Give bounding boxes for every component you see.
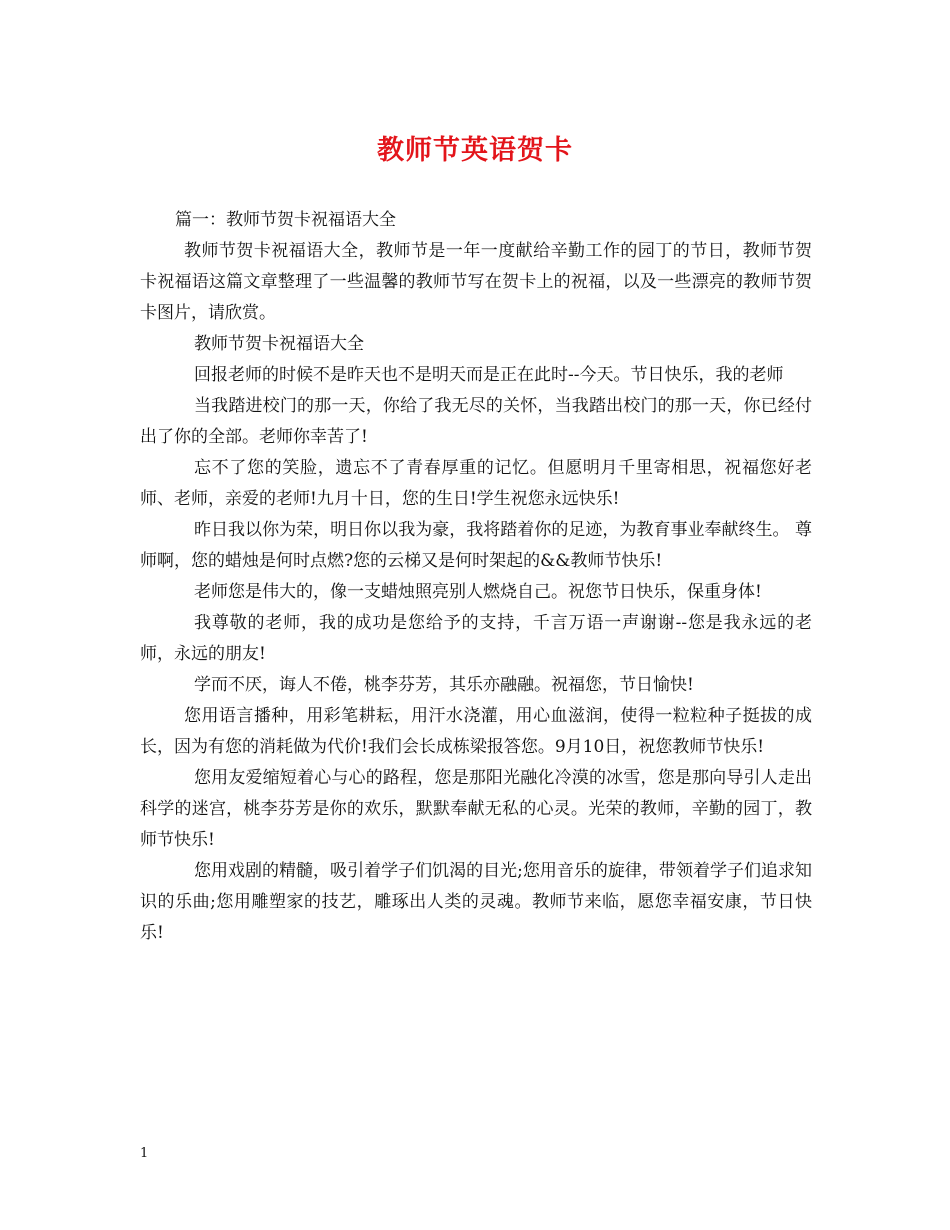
section-heading: 篇一：教师节贺卡祝福语大全 — [175, 210, 396, 230]
paragraph: 当我踏进校门的那一天，你给了我无尽的关怀，当我踏出校门的那一天，你已经付出了你的全部。老师你幸苦了! — [140, 396, 812, 447]
subheading: 教师节贺卡祝福语大全 — [194, 334, 364, 354]
paragraph: 我尊敬的老师，我的成功是您给予的支持，千言万语一声谢谢--您是我永远的老师，永远的朋友! — [140, 613, 812, 664]
document-body — [140, 205, 812, 949]
page-number: 1 — [140, 1146, 149, 1161]
page-title: 教师节英语贺卡 — [377, 135, 573, 166]
paragraph: 老师您是伟大的，像一支蜡烛照亮别人燃烧自己。祝您节日快乐，保重身体! — [194, 582, 762, 602]
paragraph: 您用戏剧的精髓，吸引着学子们饥渴的目光;您用音乐的旋律，带领着学子们追求知识的乐曲;您用雕塑家的技艺，雕琢出人类的灵魂。教师节来临，愿您幸福安康，节日快乐! — [140, 861, 812, 943]
paragraph: 您用友爱缩短着心与心的路程，您是那阳光融化冷漠的冰雪，您是那向导引人走出科学的迷宫，桃李芬芳是你的欢乐，默默奉献无私的心灵。光荣的教师，辛勤的园丁，教师节快乐! — [140, 768, 812, 850]
paragraph: 您用语言播种，用彩笔耕耘，用汗水浇灌，用心血滋润，使得一粒粒种子挺拔的成长，因为有您的消耗做为代价!我们会长成栋梁报答您。9月10日，祝您教师节快乐! — [140, 706, 812, 757]
intro-paragraph: 教师节贺卡祝福语大全，教师节是一年一度献给辛勤工作的园丁的节日，教师节贺卡祝福语这篇文章整理了一些温馨的教师节写在贺卡上的祝福，以及一些漂亮的教师节贺卡图片，请欣赏。 — [140, 241, 812, 323]
paragraph: 昨日我以你为荣，明日你以我为豪，我将踏着你的足迹，为教育事业奉献终生。 尊师啊，您的蜡烛是何时点燃?您的云梯又是何时架起的&&教师节快乐! — [140, 520, 812, 571]
paragraph: 忘不了您的笑脸，遗忘不了青春厚重的记忆。但愿明月千里寄相思，祝福您好老师、老师，亲爱的老师!九月十日，您的生日!学生祝您永远快乐! — [140, 458, 812, 509]
paragraph: 回报老师的时候不是昨天也不是明天而是正在此时--今天。节日快乐，我的老师 — [194, 365, 784, 385]
paragraph: 学而不厌，诲人不倦，桃李芬芳，其乐亦融融。祝福您，节日愉快! — [194, 675, 694, 695]
